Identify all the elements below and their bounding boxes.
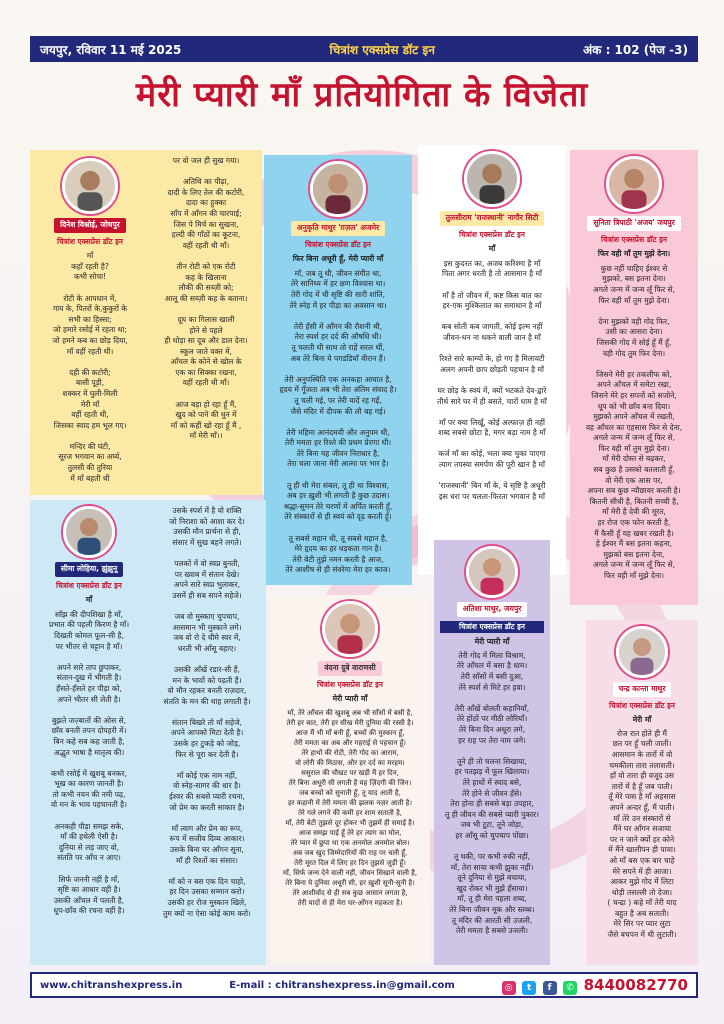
brand-label: चित्रांश एक्सप्रेस डॉट इन — [609, 700, 675, 710]
poem-text: मॉं, जब तू थी, जीवन संगीत था, तेरे सानिध्य में हर क्षण विश्वास था। तेरी गोद में थी सृष्टि की सारी शांति, तेरे स्नेह में हर पीड़ा का अवसान था। तेरी हँसी में ऑंगन की रौशनी थी, तेरा स्पर्श हर दर्द की औषधि थी। तू चलती थी साथ तो राहें सरल थीं, अब तेरे बिना ये पगडंडियाँ वीरान हैं। तेरी अनुपस्थिति एक अनकहा आघात है, हृदय में गूँजता अब भी तेरा अंतिम संवाद है। तू चली गई, पर तेरी यादें रह गईं, जैसे मंदिर में दीपक की लौ बह गई। तेरी महिमा आनंदमयी और अनुपम थी, तेरी ममता हर रिश्ते की प्रथम प्रेरणा थी। तेरे बिना यह जीवन निराधार है, तेरा चला जाना मेरी आत्मा पर भार है। तू ही थी मेरा संबल, तू ही था विश्वास, अब हर ख़ुशी भी लगती है कुछ उदास। श्रद्धा-सुमन तेरे चरणों में अर्पित करती हूँ, तेरे संस्कारों से ही स्वयं को दृढ़ करती हूँ। तू सबसे महान थी, तू सबसे महान है, मेरे हृदय का हर धड़कता गान है। तेरी बेटी तुझे नमन करती है आज, तेरे आशीष से ही संवरेगा मेरा हर काज। — [279, 268, 397, 575]
poem-text: तेरी गोद में मिला विश्राम, तेरे ऑंचल में बसा है धाम। तेरी सॉंसों में बसी दुआ, तेरे स्पर्श से मिटे हर हवा। तेरी ऑंखें बोलती कहानियाँ, तेरे होंठों पर मीठी लोरियाँ। तेरे बिना दिन अधूरा लगे, हर राह पर तेरा नाम जगे। तूने ही तो चलना सिखाया, हर पतझड़ में फूल खिलाया। तेरे हाथों में स्वाद बसे, तेरे होने से जीवन हँसे। तेरा होना ही सबसे बड़ा उपहार, तू ही जीवन की सबसे प्यारी पुकार। जब भी टूटा, तूने जोड़ा, हर ऑंसू को चुपचाप पोंछा। तू थकी, पर कभी रुकी नहीं, मॉं, तेरा साया कभी झुका नहीं। तूने दुनिया से मुझे बचाया, खुद रोकर भी मुझे हँसाया। मॉं, तू ही मेरा पहला शब्द, तेरे बिना जीवन मूक और स्तब्ध। तू मंदिर की आरती सी उजली, तेरी ममता है सबसे उजली। — [445, 650, 539, 936]
poem-title: माँ — [488, 244, 496, 254]
person-photo-icon — [325, 604, 375, 654]
poem-block-2 — [150, 150, 262, 495]
poet-name-tag: दिनेश विश्नोई, जोधपुर — [54, 218, 126, 233]
avatar — [616, 626, 668, 678]
person-photo-icon — [619, 629, 665, 675]
poem-block-10 — [586, 620, 698, 965]
header-bar — [30, 36, 698, 62]
person-photo-icon — [467, 154, 517, 204]
avatar — [466, 546, 518, 598]
avatar — [62, 158, 118, 214]
poem-text: सॉंझ की दीपशिखा है मॉं, प्रभात की पहली किरण है मॉं। दिखती कोमल फूल-सी है, पर भीतर से चट्टान है मॉं। अपने सारे ताप छुपाकर, संतान-दुख में भीगती है। हँसते-हँसते हर पीड़ा को, अपने भीतर सी लेती है। बुझते जज़्बातों की ओस से, छाँव बनती तपन दोपहरी में। बिन कहे सब कह जाती है, अद्भुत भाषा है मातृत्व की। कभी रसोई में खुशबू बनकर, भूख का कारण जानती है। तो कभी नयन की नमी पढ़, वो मन के भाव पहचानती है। अनकही पीड़ा समझ सके, मॉं की हथेली ऐसी है। दुनिया से लड़ जाए वो, संतति पर ऑंच न आए। सिर्फ जननी नहीं है मॉं, सृष्टि का आधार वही है। उसकी ऑंचल में पलती है, धूप-छाँव की रचना वहीं है। — [48, 609, 130, 916]
footer-bar — [30, 972, 698, 998]
poem-block-9 — [434, 540, 550, 965]
poet-name-tag: चन्द्र कान्ता माथुर — [613, 682, 672, 697]
poem-text: उसके स्पर्श में है वो शक्ति जो निराशा को आशा कर दे। उसकी मौन प्रार्थना से ही, संसार में सुख बहने लगते। पलकों में वो स्वप्न बुनती, पर ख्वाब में संतान देखे। अपने सारे स्वप्न भुलाकर, उसमें ही सब सपने सहेजे। जब वो मुस्काए चुपचाप, आसमान भी मुस्काने लगे। जब वो रो दे धीमे स्वर में, धरती भी ऑंसू बहाए। उसकी ऑंखें रडार-सी हैं, मन के भावों को पढ़ती हैं। वो मौन रहकर बनती राज़दार, संतति के मन की थाह लगाती है। संतान बिखरे तो मॉं सहेजे, अपने आपको मिटा देती है। उसके हर टुकड़े को जोड़, फिर से पूरा कर देती है। मॉं कोई एक नाम नहीं, वो स्नेह-सागर की धार है। ईश्वर की सबसे प्यारी रचना, जो प्रेम का करती साकार है। मॉं त्याग और प्रेम का रूप, रूप में सजीव दिव्य आकार। उसके बिना घर ऑंगन सूना, मॉं ही रिश्तों का संसार। मॉं को न बस एक दिन चाहो, हर दिन उसका सम्मान करो। उसकी हर रोज मुस्कान खिले, तुम क्यों ना ऐसा कोई काम करो। — [163, 506, 251, 918]
poet-name-tag: अनुकृति माथुर 'ग़ज़ल' अजमेर — [291, 221, 385, 236]
footer-phone[interactable]: 8440082770 — [583, 975, 688, 994]
header-issue: अंक : 102 (पेज -3) — [583, 42, 688, 57]
person-photo-icon — [66, 509, 112, 555]
brand-label: चित्रांश एक्सप्रेस डॉट इन — [317, 679, 383, 689]
poem-title: मेरी प्यारी माँ — [332, 694, 368, 704]
poet-name-tag: अतिशा माथुर, जयपुर — [457, 602, 528, 617]
avatar — [464, 151, 520, 207]
poem-text: मॉं कहाँ रहती है? कभी सोचा! रोटी के आपधान में, गाय के, पितरों के,कुकुरों के सभी का हिस्सा; जो हमारे रसोई में रहता था; जो हमने कब का छोड़ दिया, मॉं वहीं रहती थी। दही की कटोरी; बासी पूड़ी, शक्कर में घुली-मिली मेरी मॉं वहीं रहती थी, जिसका स्वाद हम भूल गए। मन्दिर की घंटी, सूरज भगवान का अर्घ्य, तुलसी की तुरिया में मॉं बहती थी — [52, 251, 128, 483]
poem-title: फिर वही माँ तुम मुझे देना। — [597, 249, 671, 259]
poet-name-tag: तुलसीराम 'राजस्थानी' नागौर सिटी — [440, 211, 545, 226]
footer-website[interactable]: www.chitranshexpress.in — [40, 979, 183, 991]
header-brand: चित्रांश एक्सप्रेस डॉट इन — [329, 42, 435, 57]
poem-block-4 — [418, 145, 566, 575]
brand-label: चित्रांश एक्सप्रेस डॉट इन — [601, 234, 667, 244]
avatar — [63, 506, 115, 558]
brand-label: चित्रांश एक्सप्रेस डॉट इन — [459, 229, 525, 239]
poem-block-5 — [570, 150, 698, 605]
whatsapp-icon[interactable]: ✆ — [563, 981, 577, 995]
brand-label: चित्रांश एक्सप्रेस डॉट इन — [305, 239, 371, 249]
brand-label: चित्रांश एक्सप्रेस डॉट इन — [56, 580, 122, 590]
poem-text: मॉं, तेरे ऑंचल की खुशबू अब भी सॉंसों में बसी है, तेरी हर बात, तेरी हर सीख मेरी दुनिया की रस्सी है। आज मैं भी मॉं बनी हूँ, बच्चों की मुस्कान हूँ, तेरी ममता का अब और गहराई से पहचान हूँ। तेरे हाथों की रोटी, तेरी गोद का आराम, वो लोरी की मिठास, और हर दर्द का मरहम। ससुराल की चौखट पर खड़ी मैं हर दिन, तेरे बिना अधूरी सी लगती है यह ज़िंदगी की जिन। जब बच्चों को सुनाती हूँ, तू याद आती है, हर कहानी में तेरी ममता की झलक नज़र आती है। तेरे गले लगने की कमी हर शाम सताती है, मॉं, तेरी बेटी तुझसे दूर होकर भी तुझमें ही समाई है। आज समझ पाई हूँ तेरे हर त्याग का मोल, तेरे प्यार में छुपा था एक अनमोल अनमोल बोल। अब जब खुद जिम्मेदारियों की राह पर चली हूँ, तेरी मूरत दिल में लिए हर दिन तुझसे जुड़ी हूँ। मॉं, सिर्फ जन्म देने वाली नहीं, जीवन सिखाने वाली है, तेरे बिना ये दुनिया अधूरी सी, हर ख़ुशी सूनी-सूनी है। तेरे आशीर्वाद से ही सब कुछ आसान लगता है, तेरी यादों से ही मेरा घर-आँगन महकता है। — [282, 708, 418, 907]
poem-text: पर वो जल ही सुख गया। अतिथि का पीढ़ा, दादी के लिए तेल की कटोरी, दादा का हुक्का सॉंप में ऑंगन की चारपाई; जिस पे मिर्च का सुखना, हल्दी की गाँठों का कूटना, वहीं रहती थी मॉं। तीन रोटी को एक रोटी कह के खिलाना लौकी की सब्ज़ी को; आलू की सब्ज़ी कह के बताना। दूध का गिलास खाली होने से पहले ही थोड़ा सा दूध और डाल देना। स्कूल जाते वक्त में, ऑंचल के कोने से खोल के एक का सिक्का रखना, वहीं रहती थी मॉं। आज बड़ा हो रहा हूँ मैं, खुद को पाने की धुन में मॉं को कहीं खो रहा हूँ मैं , माँ मेरी मॉं।। — [164, 156, 248, 441]
brand-label: चित्रांश एक्सप्रेस डॉट इन — [57, 236, 123, 246]
poem-block-8 — [270, 595, 430, 965]
avatar — [310, 161, 366, 217]
person-photo-icon — [65, 161, 115, 211]
poem-title: माँ — [85, 595, 93, 605]
instagram-icon[interactable]: ◎ — [502, 981, 516, 995]
avatar — [606, 156, 662, 212]
poem-text: रोज रात होते ही मैं छत पर हूँ चली जाती। आसमान के तारों में वो चमकीला तारा तलाशती। हाँ वो तारा ही वजूद उस तारों में है हूँ जब पाती। तूँ मेरे पास है माँ अहसास अपने अन्दर हूँ, मैं पाती। मॉं तेरे उन संस्कारों से मैंने घर ऑंगन सजाया पर न जाने क्यों हर कोने में मैंने खालीपन ही पाया। ओ मॉं बस एक बार चाहे मेरे सपने में ही आजा। आकर मुझे गोद में लिटा थोड़ी तसल्ली तो देजा। ( चन्द्रा ) कहे मॉं तेरी याद बहुत है अब सताती। मेरे सिर पर प्यार लुटा जैसे बचपन में थी लुटाती। — [607, 728, 677, 940]
poet-name-tag: सुनिता त्रिपाठी 'अजय' जयपुर — [587, 216, 680, 231]
footer-email[interactable]: E-mail : chitranshexpress.in@gmail.com — [229, 979, 455, 991]
twitter-icon[interactable]: t — [522, 981, 536, 995]
poem-title: फिर बिना अधूरी हूँ, मेरी प्यारी माँ — [292, 254, 384, 264]
brand-label: चित्रांश एक्सप्रेस डॉट इन — [440, 621, 544, 634]
person-photo-icon — [469, 549, 515, 595]
page-title: मेरी प्यारी माँ प्रतियोगिता के विजेता — [135, 75, 589, 115]
facebook-icon[interactable]: f — [543, 981, 557, 995]
poem-title: मेरी प्यारी माँ — [474, 637, 510, 647]
poem-text: इस कुदरत का, अजब करिश्मा है मॉं पिता अगर धरती है तो आसमान है मॉं मॉं है तो जीवन में, कष्ट किस बात का हर-एक मुश्किलात का समाधान है मॉं कब सोती कब जागती, कोई इल्म नहीं जीवन-धन ना थकने वाली जान है मॉं रिश्ते सारे काम्यों के, हो गए है मिलावटी अलग अपनी छाप छोड़ती पहचान है मॉं घर छोड़ के स्वयं में, क्यों भटकते देव-द्वारे तीर्थ सारे घर में ही बसते, चारों धाम है मॉं मॉं पर क्या लिखूँ, कोई अल्फ़ाज़ ही नहीं शब्द सबसे छोटा है, मगर बड़ा नाम है मॉं कर्ज मॉं का कोई, भला क्या चुका पाएगा त्याग तपस्या समर्पण की पूरी खान है मॉं 'राजस्थानी' बिन मॉं के, ये सृष्टि है अधूरी इस धरा पर चलता-फिरता भगवान है मॉं — [437, 258, 547, 501]
person-photo-icon — [313, 164, 363, 214]
poem-block-7 — [148, 500, 266, 965]
poet-name-tag: सीमा लोहिया, झुंझुनू — [55, 562, 123, 577]
poem-block-6 — [30, 500, 148, 965]
poem-text: कुछ नहीं चाहिए ईश्वर से मुझको, बस इतना देना। अगले जन्म में जन्म लूँ फिर से, फिर वही मॉं तुम मुझे देना। देना मुझको वही गोद फिर, उसी का आसरा देना। जिसकी गोद में सोई हूँ मैं हूँ, वही गोद तुम फिर देना। जिसने मेरी हर तकलीफ को, अपने ऑंचल में समेटा रखा, जिसने मेरे हर सपनों को सजोने, धूप को भी छाँव बना दिया। मुझको अपने ऑंचल में रखती, वह ऑंचल का एहसास फिर से देना, अगले जन्म में जन्म लूँ फिर से, फिर वही मॉं तुम मुझे देना। मॉं मेरी दोस्त से बढ़कर, सब कुछ है उसको बतलाती हूँ, वो मेरी एक आस पर, अपना सब कुछ न्यौछावर करती है। कितनी सीधी है, कितनी सच्ची है, मॉं मेरी है देवी की मूरत, हर रोज एक फोन करती है, मैं कैसी हूँ यह खबर रखती है। हे ईश्वर मैं बस इतना कहना, मुझको बस इतना देना, अगले जन्म में जन्म लूँ फिर से, फिर वही मॉं मुझे देना। — [585, 263, 683, 580]
poem-block-3 — [264, 155, 412, 585]
person-photo-icon — [609, 159, 659, 209]
poem-block-1 — [30, 150, 150, 495]
avatar — [322, 601, 378, 657]
header-date: जयपुर, रविवार 11 मई 2025 — [40, 42, 182, 57]
social-icons — [502, 976, 688, 995]
poem-title: मेरी माँ — [632, 715, 652, 725]
poet-name-tag: वंदना दुबे वाराणसी — [318, 661, 381, 676]
